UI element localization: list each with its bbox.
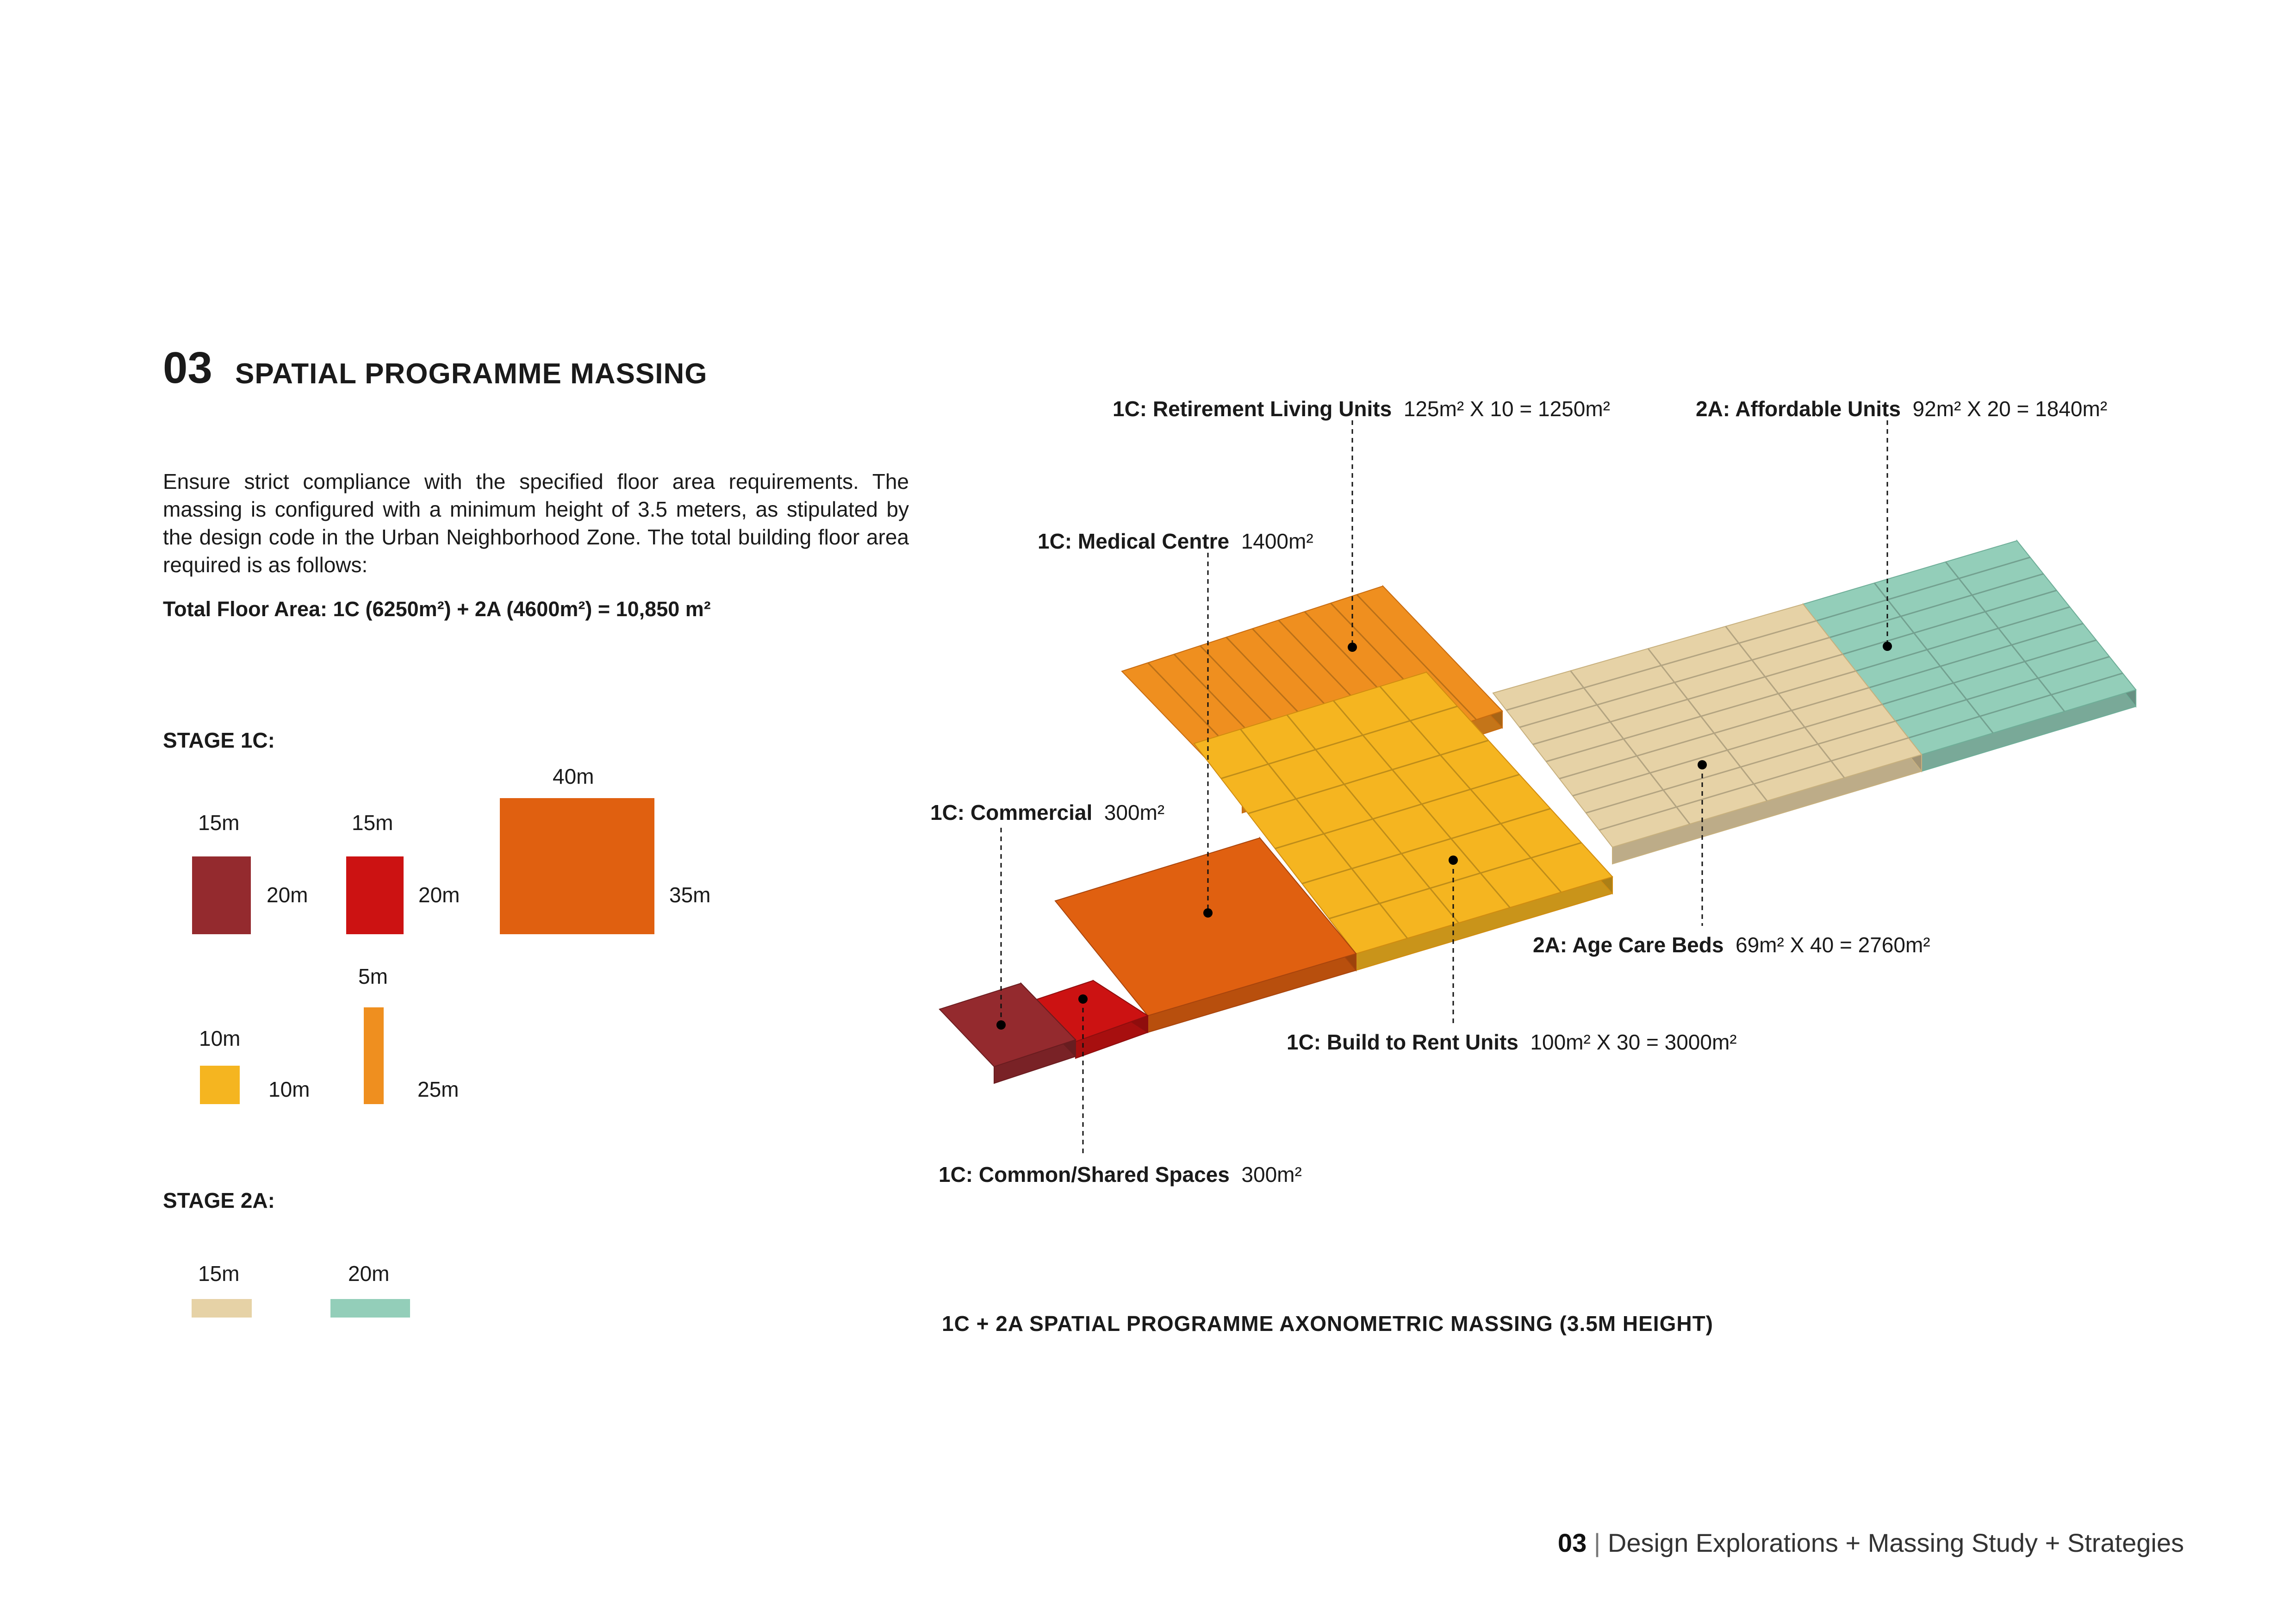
footer-number: 03 [1557, 1528, 1587, 1557]
leader-dot-retirement [1348, 643, 1357, 652]
callout-affordable-value: 92m² X 20 = 1840m² [1912, 397, 2108, 421]
stage-2a-label: STAGE 2A: [163, 1188, 275, 1212]
legend-common-depth: 20m [267, 883, 308, 907]
leader-dot-commercial [996, 1020, 1006, 1030]
callout-medical-label: 1C: Medical Centre [1038, 529, 1230, 553]
callout-medical [1038, 529, 1313, 554]
leader-dot-medical [1203, 908, 1213, 918]
callout-buildtorent [1287, 1030, 1737, 1055]
leader-dot-buildtorent [1449, 856, 1458, 865]
legend-commercial-width: 15m [352, 811, 393, 835]
legend-retirement-width: 5m [358, 964, 388, 988]
legend-medical-width: 40m [553, 764, 594, 788]
legend-retirement-depth: 25m [417, 1077, 459, 1101]
callout-commercial-label: 1C: Commercial [930, 800, 1093, 824]
callout-buildtorent-label: 1C: Build to Rent Units [1287, 1030, 1518, 1054]
leader-dot-affordable [1883, 642, 1892, 651]
callout-commercial [930, 800, 1164, 825]
stage-1c-label: STAGE 1C: [163, 728, 275, 752]
leader-dot-common [1078, 994, 1088, 1004]
legend-medical-depth: 35m [669, 883, 711, 907]
footer-text: Design Explorations + Massing Study + Strategies [1607, 1528, 2184, 1557]
callout-affordable-label: 2A: Affordable Units [1696, 397, 1901, 421]
callout-commercial-value: 300m² [1104, 800, 1165, 824]
legend-commercial-depth: 20m [418, 883, 460, 907]
legend-affordable-width: 20m [348, 1262, 390, 1286]
callout-medical-value: 1400m² [1241, 529, 1313, 553]
callout-retirement [1113, 396, 1610, 421]
callout-retirement-label: 1C: Retirement Living Units [1113, 397, 1392, 421]
callout-common-label: 1C: Common/Shared Spaces [939, 1162, 1230, 1187]
callout-common-value: 300m² [1241, 1162, 1302, 1187]
section-title: SPATIAL PROGRAMME MASSING [235, 358, 708, 390]
callout-common [939, 1162, 1302, 1187]
callout-agecare-label: 2A: Age Care Beds [1533, 933, 1724, 957]
footer-separator: | [1593, 1528, 1601, 1557]
total-floor-area: Total Floor Area: 1C (6250m²) + 2A (4600m²) = 10,850 m² [163, 597, 711, 621]
intro-paragraph: Ensure strict compliance with the specified floor area requirements. The massing is configured with a minimum height of 3.5 meters, as stipulated by the design code in the Urban Neighborhood Zone. The total building floor area required is as follows: [163, 469, 909, 577]
legend-common-width: 15m [198, 811, 240, 835]
callout-agecare [1533, 932, 1930, 957]
legend-agecare-width: 15m [198, 1262, 240, 1286]
diagram-caption: 1C + 2A SPATIAL PROGRAMME AXONOMETRIC MASSING (3.5M HEIGHT) [942, 1312, 1714, 1336]
callout-agecare-value: 69m² X 40 = 2760m² [1736, 933, 1930, 957]
legend-btr-width: 10m [199, 1026, 241, 1050]
section-number: 03 [163, 343, 212, 393]
callout-retirement-value: 125m² X 10 = 1250m² [1403, 397, 1610, 421]
page-footer [1558, 1528, 2184, 1558]
callout-buildtorent-value: 100m² X 30 = 3000m² [1530, 1030, 1737, 1054]
leader-dot-agecare [1698, 760, 1707, 769]
legend-btr-depth: 10m [268, 1077, 310, 1101]
callout-affordable [1696, 396, 2107, 421]
